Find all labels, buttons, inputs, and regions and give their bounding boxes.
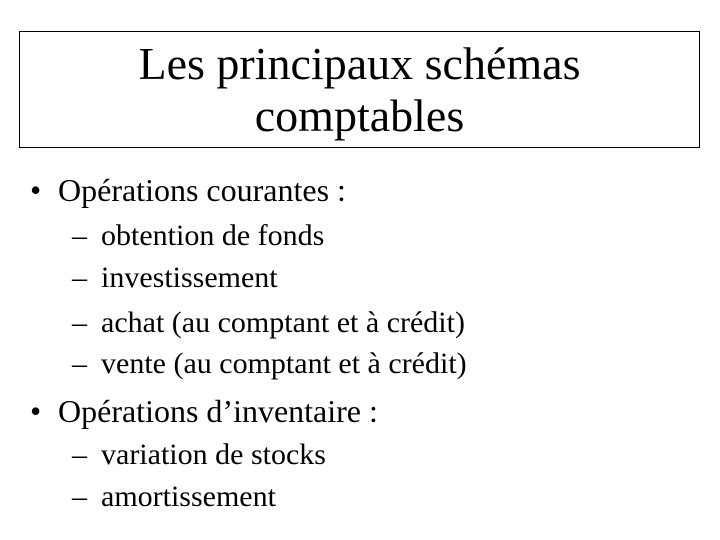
bullet-dot: •	[30, 393, 42, 429]
sub-item-variation-de-stocks	[72, 438, 326, 472]
title-box	[19, 31, 700, 148]
sub-item-investissement	[72, 261, 278, 295]
sub-item-label: achat (au comptant et à crédit)	[101, 306, 465, 339]
title-line-1: Les principaux schémas	[138, 37, 581, 89]
sub-item-label: investissement	[101, 261, 278, 294]
sub-item-vente	[72, 347, 467, 381]
dash: –	[72, 219, 87, 252]
sub-item-obtention-de-fonds	[72, 219, 324, 253]
title-line-2: comptables	[254, 89, 465, 141]
dash: –	[72, 261, 87, 294]
sub-item-achat	[72, 306, 465, 340]
sub-item-amortissement	[72, 480, 276, 514]
sub-item-label: obtention de fonds	[101, 219, 325, 252]
sub-item-label: variation de stocks	[101, 438, 326, 471]
dash: –	[72, 480, 87, 513]
section-label: Opérations courantes :	[58, 172, 346, 208]
bullet-operations-courantes	[30, 172, 346, 208]
dash: –	[72, 438, 87, 471]
sub-item-label: amortissement	[101, 480, 276, 513]
slide-title	[139, 38, 581, 142]
bullet-dot: •	[30, 172, 42, 208]
section-label: Opérations d’inventaire :	[58, 393, 378, 429]
dash: –	[72, 347, 87, 380]
bullet-operations-inventaire	[30, 393, 378, 429]
sub-item-label: vente (au comptant et à crédit)	[101, 347, 467, 380]
dash: –	[72, 306, 87, 339]
